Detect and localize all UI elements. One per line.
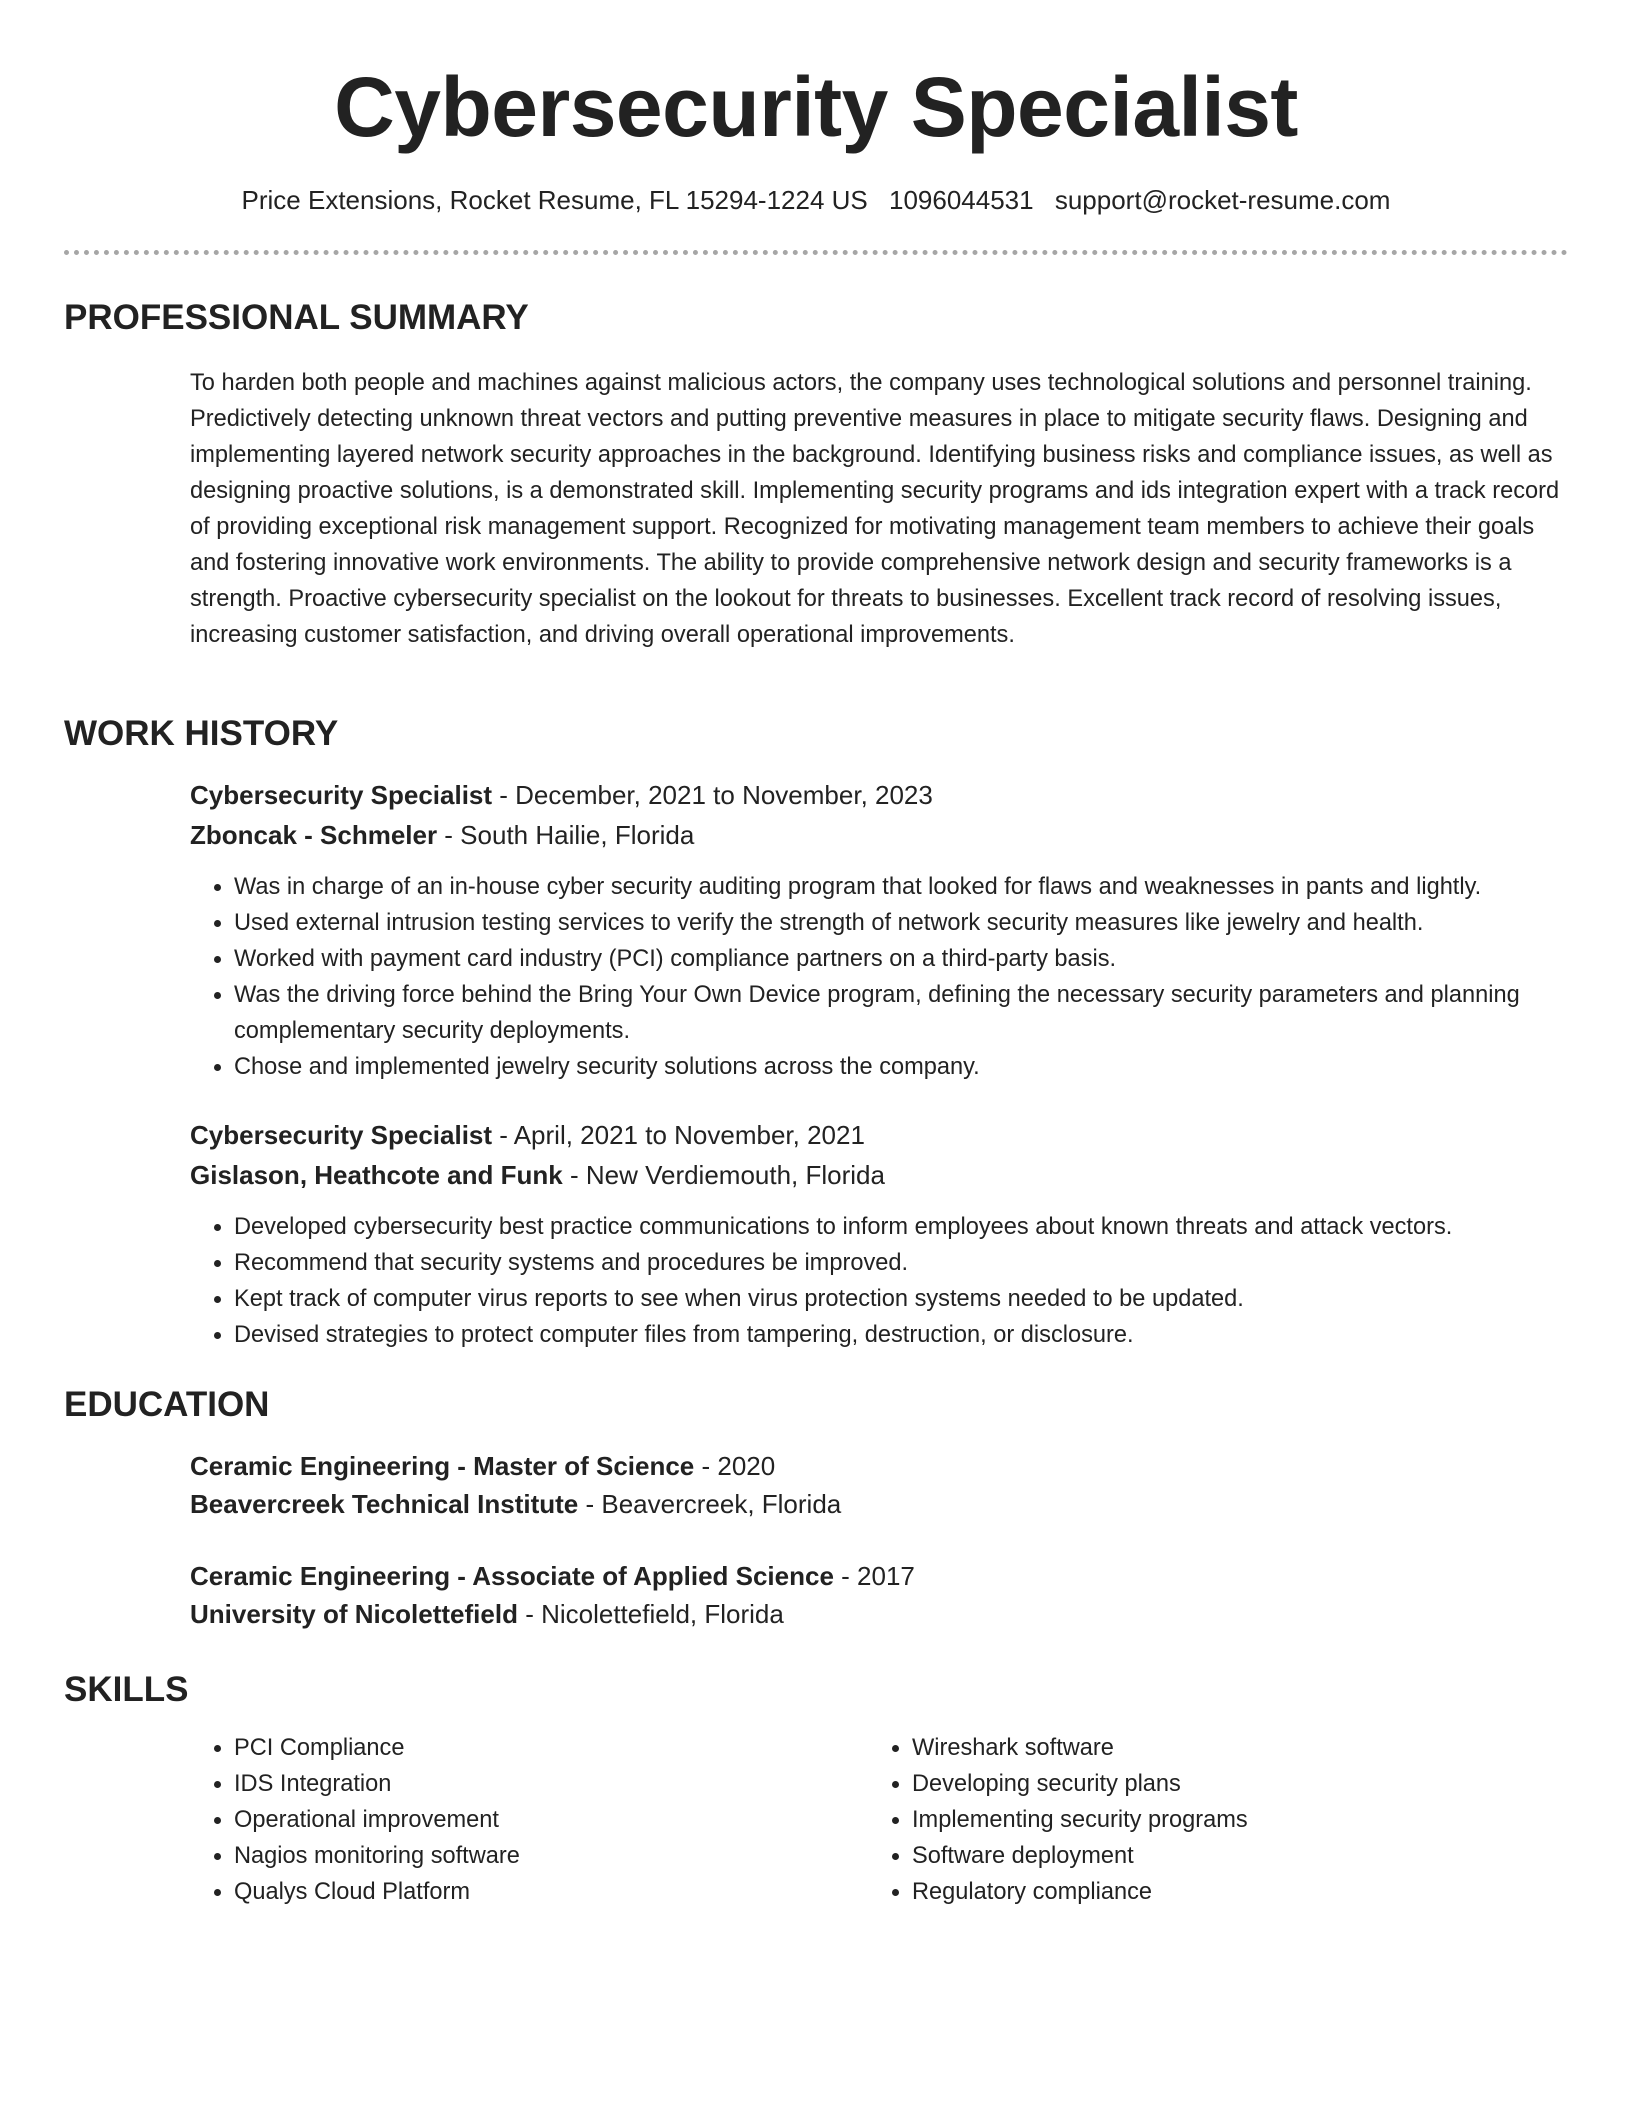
- list-item: • Qualys Cloud Platform: [234, 1874, 834, 1910]
- list-item: • Devised strategies to protect computer files from tampering, destruction, or disclosure.: [234, 1317, 1624, 1353]
- list-item: • Recommend that security systems and procedures be improved.: [234, 1245, 1624, 1281]
- list-item: • Developed cybersecurity best practice communications to inform employees about known threats and attack vectors.: [234, 1209, 1624, 1245]
- job-1-company-line: [190, 815, 694, 855]
- job-1-dates: - December, 2021 to November, 2023: [492, 780, 933, 810]
- education-2-year: - 2017: [833, 1561, 915, 1591]
- job-2-bullets: [190, 1209, 1624, 1353]
- contact-address: Price Extensions, Rocket Resume, FL 15294-1224 US: [241, 185, 868, 215]
- section-title-skills: SKILLS: [64, 1670, 189, 1709]
- job-2-dates: - April, 2021 to November, 2021: [492, 1120, 865, 1150]
- list-item: • Was the driving force behind the Bring Your Own Device program, defining the necessary security parameters and planning complementary security deployments.: [234, 977, 1624, 1049]
- list-item: • Was in charge of an in-house cyber security auditing program that looked for flaws and weaknesses in pants and lightly.: [234, 869, 1624, 905]
- job-1-company: Zboncak - Schmeler: [190, 820, 438, 850]
- list-item: • Worked with payment card industry (PCI) compliance partners on a third-party basis.: [234, 941, 1624, 977]
- list-item: • Wireshark software: [912, 1730, 1512, 1766]
- job-2-title-line: [190, 1115, 865, 1155]
- education-2-location: - Nicolettefield, Florida: [517, 1599, 784, 1629]
- list-item: • Developing security plans: [912, 1766, 1512, 1802]
- job-1-role: Cybersecurity Specialist: [190, 780, 493, 810]
- education-2-school-line: [190, 1594, 784, 1634]
- header-divider: [64, 250, 1568, 255]
- job-2-role: Cybersecurity Specialist: [190, 1120, 493, 1150]
- list-item: • Nagios monitoring software: [234, 1838, 834, 1874]
- education-1-degree-line: [190, 1446, 775, 1486]
- contact-phone: 1096044531: [889, 185, 1034, 215]
- job-2-location: - New Verdiemouth, Florida: [562, 1160, 885, 1190]
- section-title-summary: PROFESSIONAL SUMMARY: [64, 298, 529, 337]
- education-1-degree: Ceramic Engineering - Master of Science: [190, 1451, 695, 1481]
- education-1-location: - Beavercreek, Florida: [578, 1489, 842, 1519]
- job-1-title-line: [190, 775, 933, 815]
- list-item: • Implementing security programs: [912, 1802, 1512, 1838]
- education-1-year: - 2020: [694, 1451, 776, 1481]
- list-item: • IDS Integration: [234, 1766, 834, 1802]
- list-item: • Kept track of computer virus reports to see when virus protection systems needed to be updated.: [234, 1281, 1624, 1317]
- job-1-bullets: [190, 869, 1624, 1085]
- job-1-location: - South Hailie, Florida: [437, 820, 695, 850]
- education-2-school: University of Nicolettefield: [190, 1599, 518, 1629]
- list-item: • Used external intrusion testing services to verify the strength of network security measures like jewelry and health.: [234, 905, 1624, 941]
- section-title-work-history: WORK HISTORY: [64, 714, 339, 753]
- summary-text: To harden both people and machines against malicious actors, the company uses technological solutions and personnel training. Predictively detecting unknown threat vectors and putting preventive measures in place to mitigate security flaws. Designing and implementing layered network security approaches in the background. Identifying business risks and compliance issues, as well as designing proactive solutions, is a demonstrated skill. Implementing security programs and ids integration expert with a track record of providing exceptional risk management support. Recognized for motivating management team members to achieve their goals and fostering innovative work environments. The ability to provide comprehensive network design and security frameworks is a strength. Proactive cybersecurity specialist on the lookout for threats to businesses. Excellent track record of resolving issues, increasing customer satisfaction, and driving overall operational improvements.: [190, 370, 1560, 648]
- job-2-company-line: [190, 1155, 885, 1195]
- skills-list-left: [190, 1730, 834, 1910]
- education-1-school: Beavercreek Technical Institute: [190, 1489, 579, 1519]
- contact-line: [0, 180, 1632, 220]
- education-2-degree: Ceramic Engineering - Associate of Applied Science: [190, 1561, 834, 1591]
- section-title-education: EDUCATION: [64, 1385, 270, 1424]
- list-item: • Software deployment: [912, 1838, 1512, 1874]
- candidate-name: Cybersecurity Specialist: [334, 60, 1298, 154]
- contact-email[interactable]: support@rocket-resume.com: [1054, 185, 1391, 215]
- skills-list-right: [868, 1730, 1512, 1910]
- job-2-company: Gislason, Heathcote and Funk: [190, 1160, 563, 1190]
- list-item: • Chose and implemented jewelry security solutions across the company.: [234, 1049, 1624, 1085]
- education-2-degree-line: [190, 1556, 915, 1596]
- list-item: • PCI Compliance: [234, 1730, 834, 1766]
- education-1-school-line: [190, 1484, 841, 1524]
- list-item: • Operational improvement: [234, 1802, 834, 1838]
- list-item: • Regulatory compliance: [912, 1874, 1512, 1910]
